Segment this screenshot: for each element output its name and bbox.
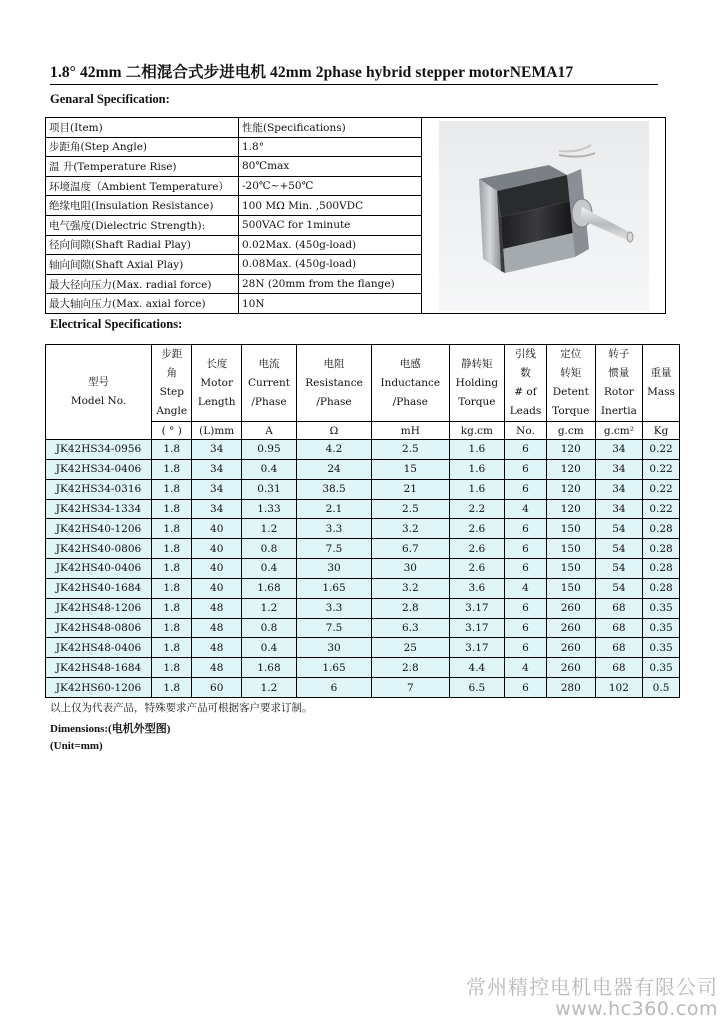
header-line: Holding — [455, 376, 499, 389]
table-cell: 260 — [546, 638, 595, 658]
column-header — [449, 345, 505, 422]
table-row — [46, 638, 680, 658]
table-cell: 1.2 — [241, 678, 296, 698]
table-cell: 34 — [595, 459, 642, 479]
header-line: Inertia — [600, 405, 637, 417]
table-cell: 48 — [192, 638, 241, 658]
table-cell: 3.2 — [372, 519, 450, 539]
table-cell: 3.17 — [449, 638, 505, 658]
column-unit: Kg — [643, 422, 680, 440]
table-cell: 54 — [595, 539, 642, 559]
table-cell: 7.5 — [297, 618, 372, 638]
table-cell: 6 — [505, 479, 547, 499]
table-cell: 3.17 — [449, 618, 505, 638]
table-cell: 24 — [297, 459, 372, 479]
column-header — [152, 345, 192, 422]
header-line: Angle — [156, 405, 188, 417]
header-line: Length — [197, 395, 236, 408]
table-cell: 1.68 — [241, 578, 296, 598]
column-header — [241, 345, 296, 422]
spec-row — [46, 118, 666, 138]
table-cell: 6 — [505, 459, 547, 479]
table-cell: 68 — [595, 658, 642, 678]
table-cell: 30 — [297, 559, 372, 579]
header-line: 数 — [520, 367, 531, 379]
table-cell: 260 — [546, 658, 595, 678]
table-cell: 150 — [546, 559, 595, 579]
table-cell: 260 — [546, 618, 595, 638]
spec-value: 1.8° — [239, 137, 422, 157]
table-cell: 6 — [505, 440, 547, 460]
table-row — [46, 618, 680, 638]
table-row — [46, 440, 680, 460]
table-cell: 1.8 — [152, 479, 192, 499]
header-line: 引线 — [514, 348, 536, 360]
table-cell: 2.2 — [449, 499, 505, 519]
custom-order-note: 以上仅为代表产品，特殊要求产品可根据客户要求订制。 — [50, 702, 313, 714]
column-header — [595, 345, 642, 422]
header-line: 角 — [166, 367, 177, 379]
table-cell: 4 — [505, 499, 547, 519]
table-cell: 2.6 — [449, 559, 505, 579]
table-cell: 1.8 — [152, 499, 192, 519]
table-row — [46, 559, 680, 579]
table-cell: 120 — [546, 499, 595, 519]
header-line: Resistance — [305, 376, 363, 389]
table-cell: 0.35 — [643, 658, 680, 678]
watermark — [466, 971, 718, 1020]
table-cell: 260 — [546, 598, 595, 618]
table-cell: 1.65 — [297, 578, 372, 598]
model-cell: JK42HS40-1206 — [46, 519, 152, 539]
column-header — [505, 345, 547, 422]
table-cell: 1.8 — [152, 658, 192, 678]
table-cell: 1.8 — [152, 440, 192, 460]
column-unit: g.cm² — [595, 422, 642, 440]
table-cell: 0.28 — [643, 578, 680, 598]
table-cell: 34 — [595, 499, 642, 519]
table-cell: 3.6 — [449, 578, 505, 598]
spec-value: 0.02Max. (450g-load) — [239, 235, 422, 255]
header-line: Leads — [509, 405, 542, 417]
electrical-spec-heading: Electrical Specifications: — [50, 317, 183, 331]
table-cell: 6 — [505, 559, 547, 579]
table-cell: 6.3 — [372, 618, 450, 638]
table-cell: 7 — [372, 678, 450, 698]
table-cell: 4.2 — [297, 440, 372, 460]
table-row — [46, 459, 680, 479]
table-cell: 1.8 — [152, 618, 192, 638]
column-header — [546, 345, 595, 422]
column-unit: kg.cm — [449, 422, 505, 440]
table-row — [46, 499, 680, 519]
spec-value: 500VAC for 1minute — [239, 215, 422, 235]
table-cell: 38.5 — [297, 479, 372, 499]
model-cell: JK42HS48-0406 — [46, 638, 152, 658]
table-cell: 40 — [192, 578, 241, 598]
table-cell: 2.8 — [372, 598, 450, 618]
table-cell: 0.22 — [643, 499, 680, 519]
table-cell: 6 — [297, 678, 372, 698]
table-cell: 68 — [595, 638, 642, 658]
table-cell: 34 — [192, 459, 241, 479]
dimensions-label: Dimensions:(电机外型图) — [50, 723, 171, 735]
table-cell: 0.35 — [643, 638, 680, 658]
table-cell: 0.31 — [241, 479, 296, 499]
table-cell: 120 — [546, 479, 595, 499]
table-cell: 0.8 — [241, 539, 296, 559]
column-unit: No. — [505, 422, 547, 440]
header-line: 重量 — [650, 367, 672, 379]
table-cell: 120 — [546, 459, 595, 479]
table-cell: 30 — [372, 559, 450, 579]
column-header — [297, 345, 372, 422]
table-cell: 0.4 — [241, 459, 296, 479]
table-cell: 48 — [192, 618, 241, 638]
table-cell: 6 — [505, 618, 547, 638]
table-cell: 1.8 — [152, 519, 192, 539]
table-cell: 68 — [595, 618, 642, 638]
table-cell: 30 — [297, 638, 372, 658]
spec-value: 0.08Max. (450g-load) — [239, 255, 422, 275]
header-line: 转子 — [608, 348, 630, 360]
table-cell: 6 — [505, 539, 547, 559]
table-cell: 102 — [595, 678, 642, 698]
table-cell: 0.5 — [643, 678, 680, 698]
table-cell: 6 — [505, 678, 547, 698]
header-line: 静转矩 — [461, 357, 493, 370]
table-cell: 4.4 — [449, 658, 505, 678]
spec-label: 项目(Item) — [46, 118, 239, 138]
table-cell: 1.6 — [449, 440, 505, 460]
spec-value: 28N (20mm from the flange) — [239, 274, 422, 294]
table-cell: 3.3 — [297, 598, 372, 618]
header-line: 电感 — [399, 357, 421, 370]
stepper-motor-photo — [439, 121, 649, 311]
table-cell: 1.8 — [152, 459, 192, 479]
table-cell: 1.8 — [152, 598, 192, 618]
header-line: Current — [247, 376, 290, 389]
table-cell: 150 — [546, 519, 595, 539]
table-cell: 6.7 — [372, 539, 450, 559]
table-cell: 1.2 — [241, 519, 296, 539]
general-spec-table — [45, 117, 666, 314]
model-cell: JK42HS40-0806 — [46, 539, 152, 559]
table-row — [46, 578, 680, 598]
header-line: /Phase — [251, 395, 287, 408]
table-cell: 40 — [192, 519, 241, 539]
table-cell: 54 — [595, 559, 642, 579]
table-cell: 6 — [505, 519, 547, 539]
table-row — [46, 519, 680, 539]
table-cell: 0.4 — [241, 559, 296, 579]
column-header — [643, 345, 680, 422]
page-title: 1.8° 42mm 二相混合式步进电机 42mm 2phase hybrid stepper motorNEMA17 — [50, 60, 658, 85]
column-unit: (L)mm — [192, 422, 241, 440]
table-cell: 1.6 — [449, 459, 505, 479]
table-cell: 0.95 — [241, 440, 296, 460]
column-unit: ( ° ) — [152, 422, 192, 440]
table-cell: 0.28 — [643, 539, 680, 559]
watermark-url: www.hc360.com — [555, 998, 718, 1020]
table-cell: 1.65 — [297, 658, 372, 678]
column-unit: Ω — [297, 422, 372, 440]
model-cell: JK42HS48-1684 — [46, 658, 152, 678]
table-cell: 60 — [192, 678, 241, 698]
table-cell: 40 — [192, 559, 241, 579]
spec-value: 80℃max — [239, 157, 422, 177]
spec-value: 10N — [239, 294, 422, 314]
column-header — [372, 345, 450, 422]
spec-label: 电气强度(Dielectric Strength): — [46, 215, 239, 235]
table-cell: 1.8 — [152, 578, 192, 598]
spec-label: 轴向间隙(Shaft Axial Play) — [46, 255, 239, 275]
table-cell: 2.6 — [449, 539, 505, 559]
column-header — [192, 345, 241, 422]
spec-label: 最大径向压力(Max. radial force) — [46, 274, 239, 294]
table-cell: 15 — [372, 459, 450, 479]
header-line: Detent — [552, 386, 589, 398]
table-cell: 0.4 — [241, 638, 296, 658]
table-cell: 0.35 — [643, 598, 680, 618]
table-cell: 3.3 — [297, 519, 372, 539]
table-cell: 0.22 — [643, 459, 680, 479]
table-cell: 2.6 — [449, 519, 505, 539]
table-cell: 1.8 — [152, 638, 192, 658]
table-row — [46, 658, 680, 678]
table-cell: 1.8 — [152, 539, 192, 559]
header-line: Inductance — [380, 376, 441, 389]
table-cell: 40 — [192, 539, 241, 559]
table-cell: 34 — [595, 479, 642, 499]
table-cell: 6 — [505, 638, 547, 658]
table-cell: 34 — [192, 479, 241, 499]
model-cell: JK42HS34-0316 — [46, 479, 152, 499]
table-cell: 4 — [505, 658, 547, 678]
header-line: Rotor — [604, 386, 634, 398]
header-row — [46, 345, 680, 422]
spec-label: 最大轴向压力(Max. axial force) — [46, 294, 239, 314]
table-cell: 3.17 — [449, 598, 505, 618]
table-cell: 6.5 — [449, 678, 505, 698]
header-line: Torque — [458, 395, 496, 408]
table-cell: 25 — [372, 638, 450, 658]
model-cell: JK42HS40-0406 — [46, 559, 152, 579]
header-line: 电阻 — [323, 357, 345, 370]
model-cell: JK42HS48-0806 — [46, 618, 152, 638]
table-cell: 2.5 — [372, 499, 450, 519]
unit-label: (Unit=mm) — [50, 740, 103, 752]
model-cell: JK42HS48-1206 — [46, 598, 152, 618]
spec-label: 环境温度（Ambient Temperature） — [46, 176, 239, 196]
header-line: /Phase — [316, 395, 352, 408]
table-cell: 7.5 — [297, 539, 372, 559]
header-line: 转矩 — [560, 367, 582, 379]
table-row — [46, 479, 680, 499]
general-spec-heading: Genaral Specification: — [50, 92, 170, 106]
column-unit: mH — [372, 422, 450, 440]
table-cell: 1.33 — [241, 499, 296, 519]
table-row — [46, 539, 680, 559]
header-line: Step — [159, 386, 184, 398]
table-cell: 0.22 — [643, 479, 680, 499]
table-cell: 2.8 — [372, 658, 450, 678]
watermark-company: 常州精控电机电器有限公司 — [466, 975, 718, 999]
table-cell: 1.8 — [152, 678, 192, 698]
table-cell: 150 — [546, 539, 595, 559]
table-cell: 0.28 — [643, 559, 680, 579]
spec-label: 步距角(Step Angle) — [46, 137, 239, 157]
header-line: /Phase — [392, 395, 428, 408]
table-cell: 6 — [505, 598, 547, 618]
spec-value: -20℃~+50℃ — [239, 176, 422, 196]
spec-value: 性能(Specifications) — [239, 118, 422, 138]
spec-label: 温 升(Temperature Rise) — [46, 157, 239, 177]
header-line: 步距 — [161, 348, 183, 360]
table-cell: 2.1 — [297, 499, 372, 519]
column-unit: A — [241, 422, 296, 440]
table-cell: 2.5 — [372, 440, 450, 460]
model-cell: JK42HS34-0956 — [46, 440, 152, 460]
table-cell: 4 — [505, 578, 547, 598]
table-cell: 120 — [546, 440, 595, 460]
table-cell: 0.22 — [643, 440, 680, 460]
motor-photo-cell — [422, 118, 666, 314]
model-cell: JK42HS60-1206 — [46, 678, 152, 698]
spec-label: 径向间隙(Shaft Radial Play) — [46, 235, 239, 255]
header-line: 电流 — [258, 357, 280, 370]
table-cell: 34 — [595, 440, 642, 460]
electrical-spec-table — [45, 344, 680, 698]
header-line: Model No. — [70, 395, 127, 407]
table-cell: 1.68 — [241, 658, 296, 678]
header-line: 惯量 — [608, 367, 630, 379]
table-cell: 1.6 — [449, 479, 505, 499]
spec-value: 100 MΩ Min. ,500VDC — [239, 196, 422, 216]
table-cell: 0.28 — [643, 519, 680, 539]
column-unit: g.cm — [546, 422, 595, 440]
column-header — [46, 345, 152, 440]
header-line: Motor — [200, 376, 234, 389]
header-line: 定位 — [560, 348, 582, 360]
table-cell: 68 — [595, 598, 642, 618]
table-row — [46, 598, 680, 618]
model-cell: JK42HS40-1684 — [46, 578, 152, 598]
table-cell: 1.2 — [241, 598, 296, 618]
header-line: # of — [514, 386, 537, 398]
table-cell: 21 — [372, 479, 450, 499]
table-cell: 54 — [595, 519, 642, 539]
table-cell: 34 — [192, 440, 241, 460]
table-cell: 150 — [546, 578, 595, 598]
table-cell: 48 — [192, 658, 241, 678]
table-cell: 0.35 — [643, 618, 680, 638]
table-cell: 48 — [192, 598, 241, 618]
model-cell: JK42HS34-0406 — [46, 459, 152, 479]
header-line: 长度 — [206, 357, 228, 370]
table-cell: 54 — [595, 578, 642, 598]
header-line: Torque — [552, 405, 590, 417]
table-row — [46, 678, 680, 698]
header-line: Mass — [647, 386, 675, 398]
table-cell: 3.2 — [372, 578, 450, 598]
table-cell: 0.8 — [241, 618, 296, 638]
spec-label: 绝缘电阻(Insulation Resistance) — [46, 196, 239, 216]
table-cell: 280 — [546, 678, 595, 698]
model-cell: JK42HS34-1334 — [46, 499, 152, 519]
table-cell: 34 — [192, 499, 241, 519]
header-line: 型号 — [88, 376, 109, 388]
table-cell: 1.8 — [152, 559, 192, 579]
